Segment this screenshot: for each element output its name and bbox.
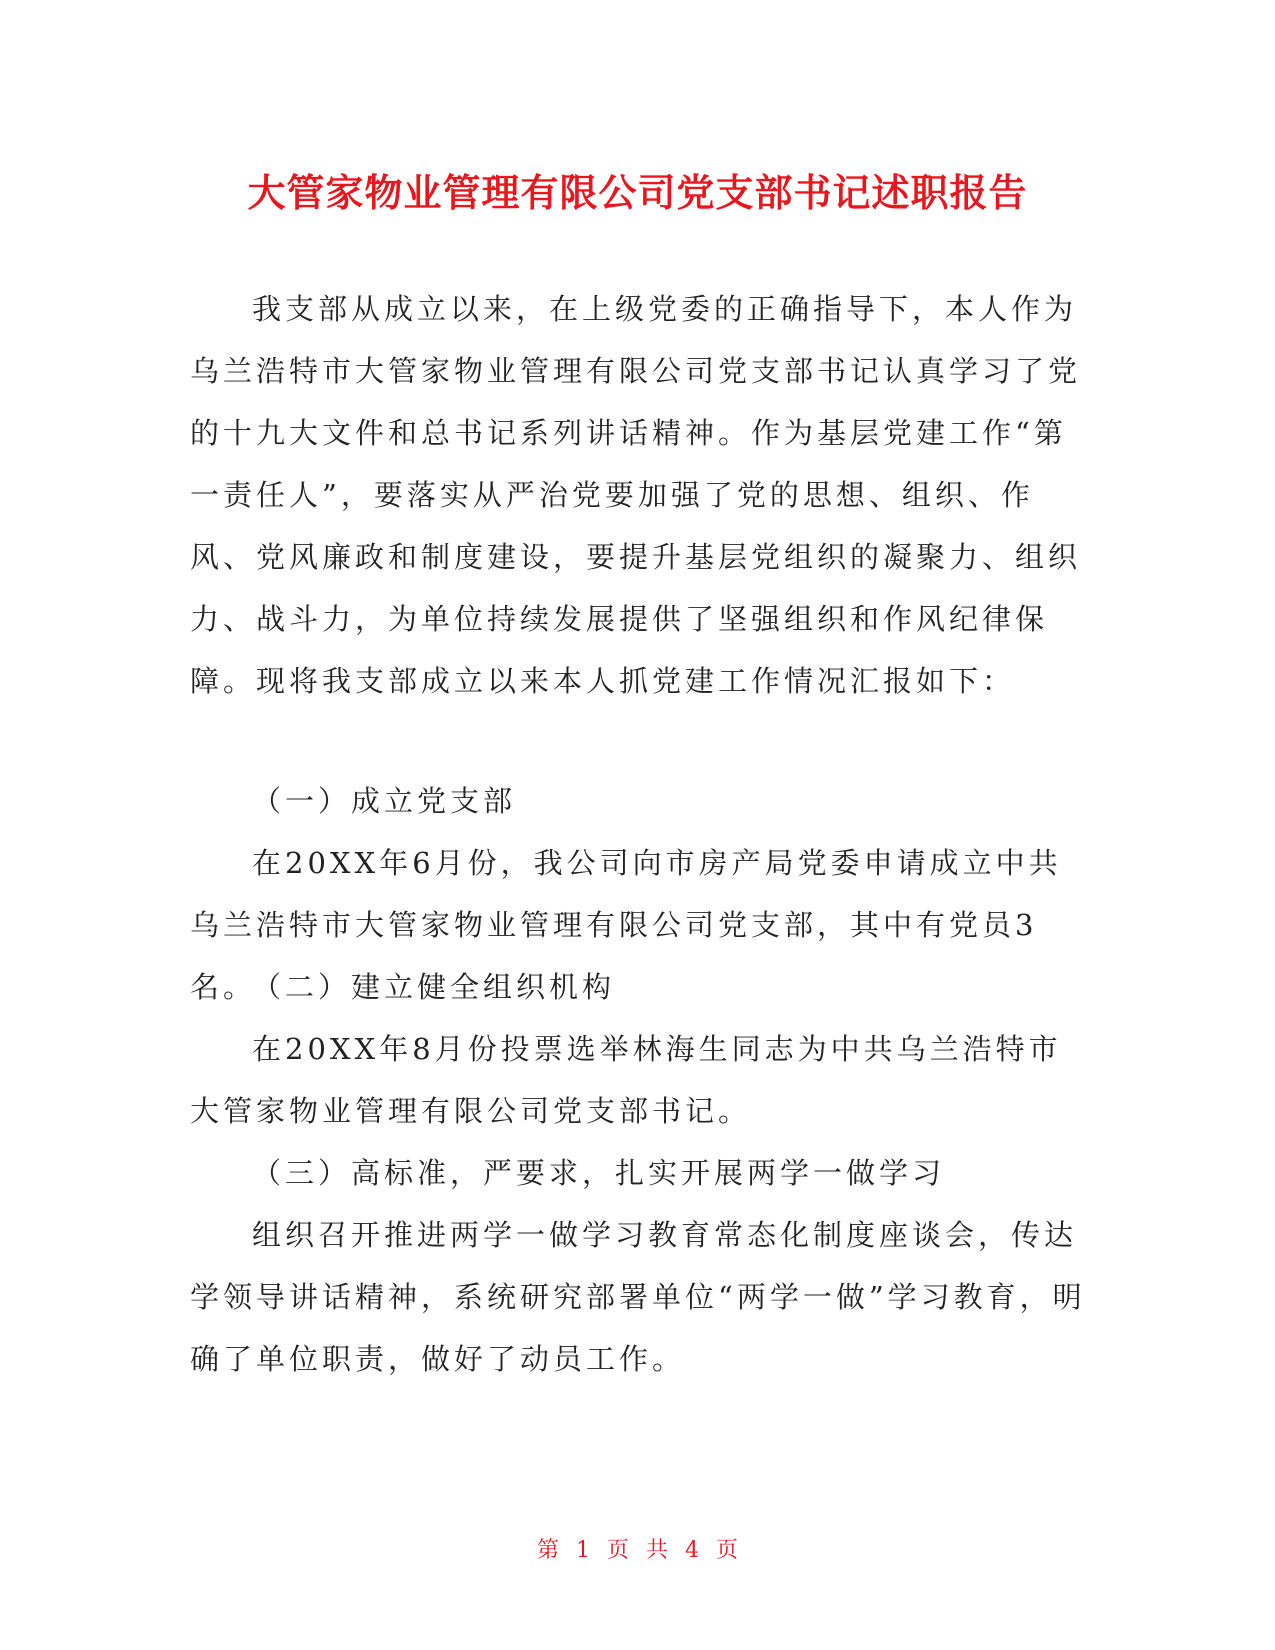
section-1-heading: （一）成立党支部 [252, 784, 517, 818]
section-3-heading: （三）高标准，严要求，扎实开展两学一做学习 [252, 1156, 946, 1190]
section-2-heading: （二）建立健全组织机构 [252, 970, 616, 1004]
section-3-paragraph: 组织召开推进两学一做学习教育常态化制度座谈会，传达学领导讲话精神，系统研究部署单位“两学一做”学习教育，明确了单位职责，做好了动员工作。 [190, 1218, 1086, 1376]
page-number-footer: 第 1 页 共 4 页 [537, 1538, 738, 1563]
section-1-paragraph: 在20XX年6月份，我公司向市房产局党委申请成立中共乌兰浩特市大管家物业管理有限公司党支部，其中有党员3名。 [190, 846, 1062, 1004]
intro-paragraph: 我支部从成立以来，在上级党委的正确指导下，本人作为乌兰浩特市大管家物业管理有限公司党支部书记认真学习了党的十九大文件和总书记系列讲话精神。作为基层党建工作“第一责任人”，要落实从严治党要加强了党的思想、组织、作风、党风廉政和制度建设，要提升基层党组织的凝聚力、组织力、战斗力，为单位持续发展提供了坚强组织和作风纪律保障。现将我支部成立以来本人抓党建工作情况汇报如下： [190, 292, 1082, 698]
section-2-paragraph: 在20XX年8月份投票选举林海生同志为中共乌兰浩特市大管家物业管理有限公司党支部书记。 [190, 1032, 1062, 1128]
document-title: 大管家物业管理有限公司党支部书记述职报告 [247, 171, 1028, 215]
